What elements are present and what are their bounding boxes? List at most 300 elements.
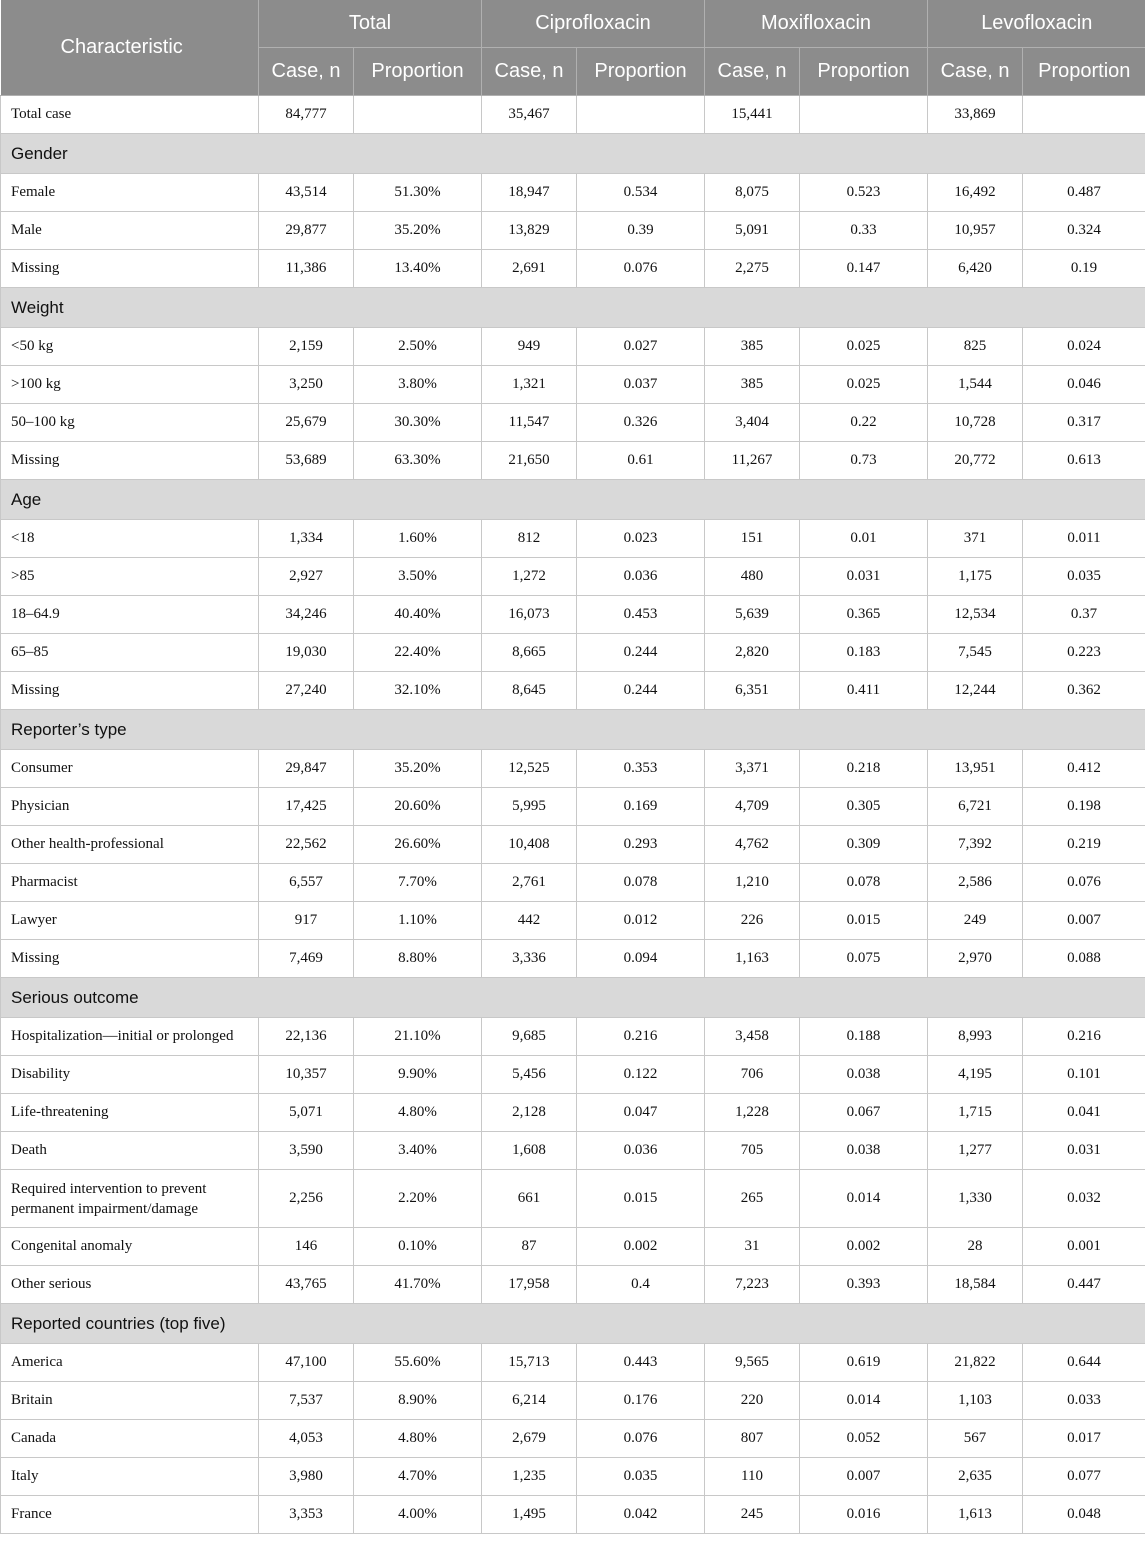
header-case-n: Case, n [259,48,354,96]
proportion-cell: 41.70% [354,1266,482,1304]
row-label: <18 [1,520,259,558]
proportion-cell: 0.317 [1023,404,1145,442]
proportion-cell: 0.014 [800,1382,928,1420]
case-count-cell: 33,869 [928,96,1023,134]
table-row [1,864,1145,902]
table-row [1,940,1145,978]
table-row [1,1496,1145,1534]
table-row [1,750,1145,788]
case-count-cell: 1,272 [482,558,577,596]
proportion-cell: 0.038 [800,1132,928,1170]
case-count-cell: 4,053 [259,1420,354,1458]
case-count-cell: 5,456 [482,1056,577,1094]
case-count-cell: 705 [705,1132,800,1170]
proportion-cell: 0.183 [800,634,928,672]
table-row [1,1266,1145,1304]
case-count-cell: 3,250 [259,366,354,404]
proportion-cell: 0.077 [1023,1458,1145,1496]
case-count-cell: 1,608 [482,1132,577,1170]
proportion-cell: 9.90% [354,1056,482,1094]
case-count-cell: 226 [705,902,800,940]
case-count-cell: 1,613 [928,1496,1023,1534]
table-row [1,212,1145,250]
proportion-cell: 0.362 [1023,672,1145,710]
case-count-cell: 3,590 [259,1132,354,1170]
case-count-cell: 2,635 [928,1458,1023,1496]
table-row [1,1458,1145,1496]
table-row [1,826,1145,864]
proportion-cell [1023,96,1145,134]
case-count-cell: 151 [705,520,800,558]
case-count-cell: 442 [482,902,577,940]
proportion-cell: 0.067 [800,1094,928,1132]
case-count-cell: 2,128 [482,1094,577,1132]
proportion-cell: 0.033 [1023,1382,1145,1420]
case-count-cell: 1,277 [928,1132,1023,1170]
row-label: Italy [1,1458,259,1496]
section-label: Reporter’s type [1,710,1145,750]
case-count-cell: 7,545 [928,634,1023,672]
proportion-cell: 1.60% [354,520,482,558]
case-count-cell: 20,772 [928,442,1023,480]
case-count-cell: 10,957 [928,212,1023,250]
proportion-cell: 0.37 [1023,596,1145,634]
case-count-cell: 661 [482,1170,577,1228]
proportion-cell: 0.023 [577,520,705,558]
case-count-cell: 29,877 [259,212,354,250]
row-label: Canada [1,1420,259,1458]
section-row [1,134,1145,174]
case-count-cell: 4,762 [705,826,800,864]
proportion-cell: 0.22 [800,404,928,442]
case-count-cell: 2,275 [705,250,800,288]
case-count-cell: 6,214 [482,1382,577,1420]
case-count-cell: 84,777 [259,96,354,134]
header-moxifloxacin: Moxifloxacin [705,0,928,48]
case-count-cell: 7,469 [259,940,354,978]
proportion-cell: 0.353 [577,750,705,788]
proportion-cell [577,96,705,134]
proportion-cell: 0.001 [1023,1228,1145,1266]
row-label: Other serious [1,1266,259,1304]
case-count-cell: 43,514 [259,174,354,212]
case-count-cell: 11,386 [259,250,354,288]
case-count-cell: 4,195 [928,1056,1023,1094]
row-label: Missing [1,940,259,978]
case-count-cell: 47,100 [259,1344,354,1382]
row-label: France [1,1496,259,1534]
proportion-cell: 0.011 [1023,520,1145,558]
proportion-cell: 4.00% [354,1496,482,1534]
case-count-cell: 6,557 [259,864,354,902]
case-count-cell: 22,562 [259,826,354,864]
case-count-cell: 6,420 [928,250,1023,288]
case-count-cell: 87 [482,1228,577,1266]
row-label: <50 kg [1,328,259,366]
case-count-cell: 13,829 [482,212,577,250]
case-count-cell: 110 [705,1458,800,1496]
proportion-cell: 0.014 [800,1170,928,1228]
table-row [1,328,1145,366]
table-row [1,366,1145,404]
row-label: Congenital anomaly [1,1228,259,1266]
row-label: >85 [1,558,259,596]
proportion-cell: 0.326 [577,404,705,442]
proportion-cell: 0.305 [800,788,928,826]
case-count-cell: 11,547 [482,404,577,442]
header-case-n: Case, n [705,48,800,96]
case-count-cell: 706 [705,1056,800,1094]
case-count-cell: 3,336 [482,940,577,978]
case-count-cell: 2,691 [482,250,577,288]
case-count-cell: 12,244 [928,672,1023,710]
proportion-cell: 0.169 [577,788,705,826]
row-label: Other health-professional [1,826,259,864]
case-count-cell: 1,235 [482,1458,577,1496]
table-row [1,520,1145,558]
proportion-cell: 0.002 [800,1228,928,1266]
case-count-cell: 245 [705,1496,800,1534]
proportion-cell: 0.031 [800,558,928,596]
proportion-cell: 22.40% [354,634,482,672]
proportion-cell: 0.19 [1023,250,1145,288]
case-count-cell: 19,030 [259,634,354,672]
proportion-cell: 32.10% [354,672,482,710]
section-label: Age [1,480,1145,520]
section-row [1,480,1145,520]
proportion-cell: 0.035 [1023,558,1145,596]
header-case-n: Case, n [928,48,1023,96]
case-count-cell: 7,392 [928,826,1023,864]
proportion-cell: 0.035 [577,1458,705,1496]
case-count-cell: 15,441 [705,96,800,134]
case-count-cell: 949 [482,328,577,366]
table-body [1,96,1145,1534]
table-row [1,442,1145,480]
proportion-cell: 0.393 [800,1266,928,1304]
row-label: Total case [1,96,259,134]
proportion-cell: 0.487 [1023,174,1145,212]
case-count-cell: 2,586 [928,864,1023,902]
case-count-cell: 1,321 [482,366,577,404]
row-label: 18–64.9 [1,596,259,634]
case-count-cell: 16,492 [928,174,1023,212]
case-count-cell: 2,820 [705,634,800,672]
proportion-cell: 0.324 [1023,212,1145,250]
proportion-cell: 0.076 [1023,864,1145,902]
row-label: Pharmacist [1,864,259,902]
proportion-cell: 35.20% [354,212,482,250]
case-count-cell: 18,947 [482,174,577,212]
header-proportion: Proportion [354,48,482,96]
proportion-cell: 0.052 [800,1420,928,1458]
case-count-cell: 567 [928,1420,1023,1458]
proportion-cell: 0.012 [577,902,705,940]
proportion-cell: 20.60% [354,788,482,826]
row-label: Disability [1,1056,259,1094]
case-count-cell: 1,330 [928,1170,1023,1228]
proportion-cell: 0.025 [800,328,928,366]
table-row [1,174,1145,212]
proportion-cell: 3.80% [354,366,482,404]
header-characteristic: Characteristic [1,0,259,96]
case-count-cell: 5,995 [482,788,577,826]
proportion-cell: 0.075 [800,940,928,978]
header-levofloxacin: Levofloxacin [928,0,1145,48]
proportion-cell: 4.80% [354,1420,482,1458]
proportion-cell: 4.70% [354,1458,482,1496]
row-label: Death [1,1132,259,1170]
proportion-cell: 0.4 [577,1266,705,1304]
case-count-cell: 21,650 [482,442,577,480]
case-count-cell: 917 [259,902,354,940]
proportion-cell: 0.453 [577,596,705,634]
case-count-cell: 2,159 [259,328,354,366]
proportion-cell: 40.40% [354,596,482,634]
table-row [1,558,1145,596]
case-count-cell: 18,584 [928,1266,1023,1304]
case-count-cell: 3,353 [259,1496,354,1534]
proportion-cell: 0.017 [1023,1420,1145,1458]
proportion-cell: 21.10% [354,1018,482,1056]
row-label: Hospitalization—initial or prolonged [1,1018,259,1056]
proportion-cell: 0.038 [800,1056,928,1094]
case-count-cell: 34,246 [259,596,354,634]
proportion-cell: 0.122 [577,1056,705,1094]
case-count-cell: 6,351 [705,672,800,710]
table-header [1,0,1145,96]
proportion-cell [354,96,482,134]
proportion-cell: 0.443 [577,1344,705,1382]
case-count-cell: 5,639 [705,596,800,634]
section-row [1,288,1145,328]
section-label: Weight [1,288,1145,328]
case-count-cell: 12,525 [482,750,577,788]
proportion-cell: 0.042 [577,1496,705,1534]
proportion-cell: 0.032 [1023,1170,1145,1228]
case-count-cell: 9,565 [705,1344,800,1382]
case-count-cell: 12,534 [928,596,1023,634]
proportion-cell: 30.30% [354,404,482,442]
case-count-cell: 8,075 [705,174,800,212]
proportion-cell: 0.613 [1023,442,1145,480]
case-count-cell: 31 [705,1228,800,1266]
section-label: Gender [1,134,1145,174]
proportion-cell: 55.60% [354,1344,482,1382]
table-row [1,1094,1145,1132]
case-count-cell: 8,645 [482,672,577,710]
proportion-cell: 7.70% [354,864,482,902]
case-count-cell: 2,927 [259,558,354,596]
proportion-cell: 26.60% [354,826,482,864]
proportion-cell [800,96,928,134]
row-label: Male [1,212,259,250]
proportion-cell: 0.411 [800,672,928,710]
row-label: 50–100 kg [1,404,259,442]
table-row [1,1344,1145,1382]
case-count-cell: 7,537 [259,1382,354,1420]
proportion-cell: 0.076 [577,1420,705,1458]
proportion-cell: 0.412 [1023,750,1145,788]
row-label: Missing [1,442,259,480]
case-count-cell: 8,665 [482,634,577,672]
section-row [1,1304,1145,1344]
proportion-cell: 0.024 [1023,328,1145,366]
section-row [1,978,1145,1018]
proportion-cell: 3.40% [354,1132,482,1170]
table-row [1,1420,1145,1458]
proportion-cell: 0.244 [577,634,705,672]
case-count-cell: 1,175 [928,558,1023,596]
proportion-cell: 0.031 [1023,1132,1145,1170]
header-total: Total [259,0,482,48]
row-label: Britain [1,1382,259,1420]
case-count-cell: 3,458 [705,1018,800,1056]
case-count-cell: 812 [482,520,577,558]
proportion-cell: 0.015 [800,902,928,940]
row-label: Lawyer [1,902,259,940]
header-proportion: Proportion [1023,48,1145,96]
table-row [1,902,1145,940]
proportion-cell: 0.078 [800,864,928,902]
case-count-cell: 4,709 [705,788,800,826]
header-proportion: Proportion [577,48,705,96]
row-label: Missing [1,250,259,288]
case-count-cell: 2,256 [259,1170,354,1228]
proportion-cell: 0.619 [800,1344,928,1382]
case-count-cell: 25,679 [259,404,354,442]
proportion-cell: 63.30% [354,442,482,480]
header-proportion: Proportion [800,48,928,96]
case-count-cell: 385 [705,328,800,366]
case-count-cell: 17,425 [259,788,354,826]
row-label: America [1,1344,259,1382]
case-count-cell: 371 [928,520,1023,558]
case-count-cell: 2,679 [482,1420,577,1458]
case-count-cell: 10,408 [482,826,577,864]
proportion-cell: 0.047 [577,1094,705,1132]
proportion-cell: 0.198 [1023,788,1145,826]
proportion-cell: 0.309 [800,826,928,864]
case-count-cell: 146 [259,1228,354,1266]
case-count-cell: 1,715 [928,1094,1023,1132]
proportion-cell: 0.216 [577,1018,705,1056]
proportion-cell: 8.80% [354,940,482,978]
proportion-cell: 0.216 [1023,1018,1145,1056]
proportion-cell: 0.088 [1023,940,1145,978]
case-count-cell: 1,103 [928,1382,1023,1420]
row-label: Female [1,174,259,212]
proportion-cell: 0.293 [577,826,705,864]
proportion-cell: 0.188 [800,1018,928,1056]
proportion-cell: 0.219 [1023,826,1145,864]
proportion-cell: 0.025 [800,366,928,404]
case-count-cell: 265 [705,1170,800,1228]
table-row [1,96,1145,134]
case-count-cell: 3,404 [705,404,800,442]
case-count-cell: 7,223 [705,1266,800,1304]
proportion-cell: 0.73 [800,442,928,480]
case-count-cell: 1,495 [482,1496,577,1534]
proportion-cell: 0.33 [800,212,928,250]
header-ciprofloxacin: Ciprofloxacin [482,0,705,48]
case-count-cell: 1,163 [705,940,800,978]
case-count-cell: 35,467 [482,96,577,134]
case-count-cell: 27,240 [259,672,354,710]
case-count-cell: 43,765 [259,1266,354,1304]
table-row [1,596,1145,634]
proportion-cell: 0.037 [577,366,705,404]
row-label: >100 kg [1,366,259,404]
proportion-cell: 0.046 [1023,366,1145,404]
proportion-cell: 0.244 [577,672,705,710]
row-label: Required intervention to prevent permanent impairment/damage [1,1170,259,1228]
proportion-cell: 0.61 [577,442,705,480]
section-label: Serious outcome [1,978,1145,1018]
case-count-cell: 22,136 [259,1018,354,1056]
case-count-cell: 10,728 [928,404,1023,442]
case-count-cell: 480 [705,558,800,596]
table-row [1,1382,1145,1420]
case-count-cell: 1,210 [705,864,800,902]
case-count-cell: 807 [705,1420,800,1458]
proportion-cell: 13.40% [354,250,482,288]
case-count-cell: 1,544 [928,366,1023,404]
proportion-cell: 0.223 [1023,634,1145,672]
proportion-cell: 0.534 [577,174,705,212]
proportion-cell: 4.80% [354,1094,482,1132]
case-count-cell: 13,951 [928,750,1023,788]
table-row [1,1018,1145,1056]
case-count-cell: 53,689 [259,442,354,480]
proportion-cell: 0.01 [800,520,928,558]
case-count-cell: 825 [928,328,1023,366]
case-count-cell: 6,721 [928,788,1023,826]
row-label: Missing [1,672,259,710]
table-row [1,672,1145,710]
case-count-cell: 11,267 [705,442,800,480]
proportion-cell: 51.30% [354,174,482,212]
proportion-cell: 0.147 [800,250,928,288]
case-count-cell: 1,334 [259,520,354,558]
case-count-cell: 3,980 [259,1458,354,1496]
proportion-cell: 0.523 [800,174,928,212]
proportion-cell: 0.218 [800,750,928,788]
case-count-cell: 1,228 [705,1094,800,1132]
case-count-cell: 3,371 [705,750,800,788]
proportion-cell: 0.041 [1023,1094,1145,1132]
case-count-cell: 17,958 [482,1266,577,1304]
table-row [1,1132,1145,1170]
row-label: 65–85 [1,634,259,672]
section-row [1,710,1145,750]
proportion-cell: 0.027 [577,328,705,366]
proportion-cell: 0.101 [1023,1056,1145,1094]
proportion-cell: 0.644 [1023,1344,1145,1382]
case-count-cell: 220 [705,1382,800,1420]
proportion-cell: 0.39 [577,212,705,250]
proportion-cell: 0.447 [1023,1266,1145,1304]
case-count-cell: 21,822 [928,1344,1023,1382]
proportion-cell: 0.007 [1023,902,1145,940]
case-count-cell: 28 [928,1228,1023,1266]
proportion-cell: 8.90% [354,1382,482,1420]
case-count-cell: 2,970 [928,940,1023,978]
proportion-cell: 0.002 [577,1228,705,1266]
case-count-cell: 9,685 [482,1018,577,1056]
header-case-n: Case, n [482,48,577,96]
table-row [1,1056,1145,1094]
